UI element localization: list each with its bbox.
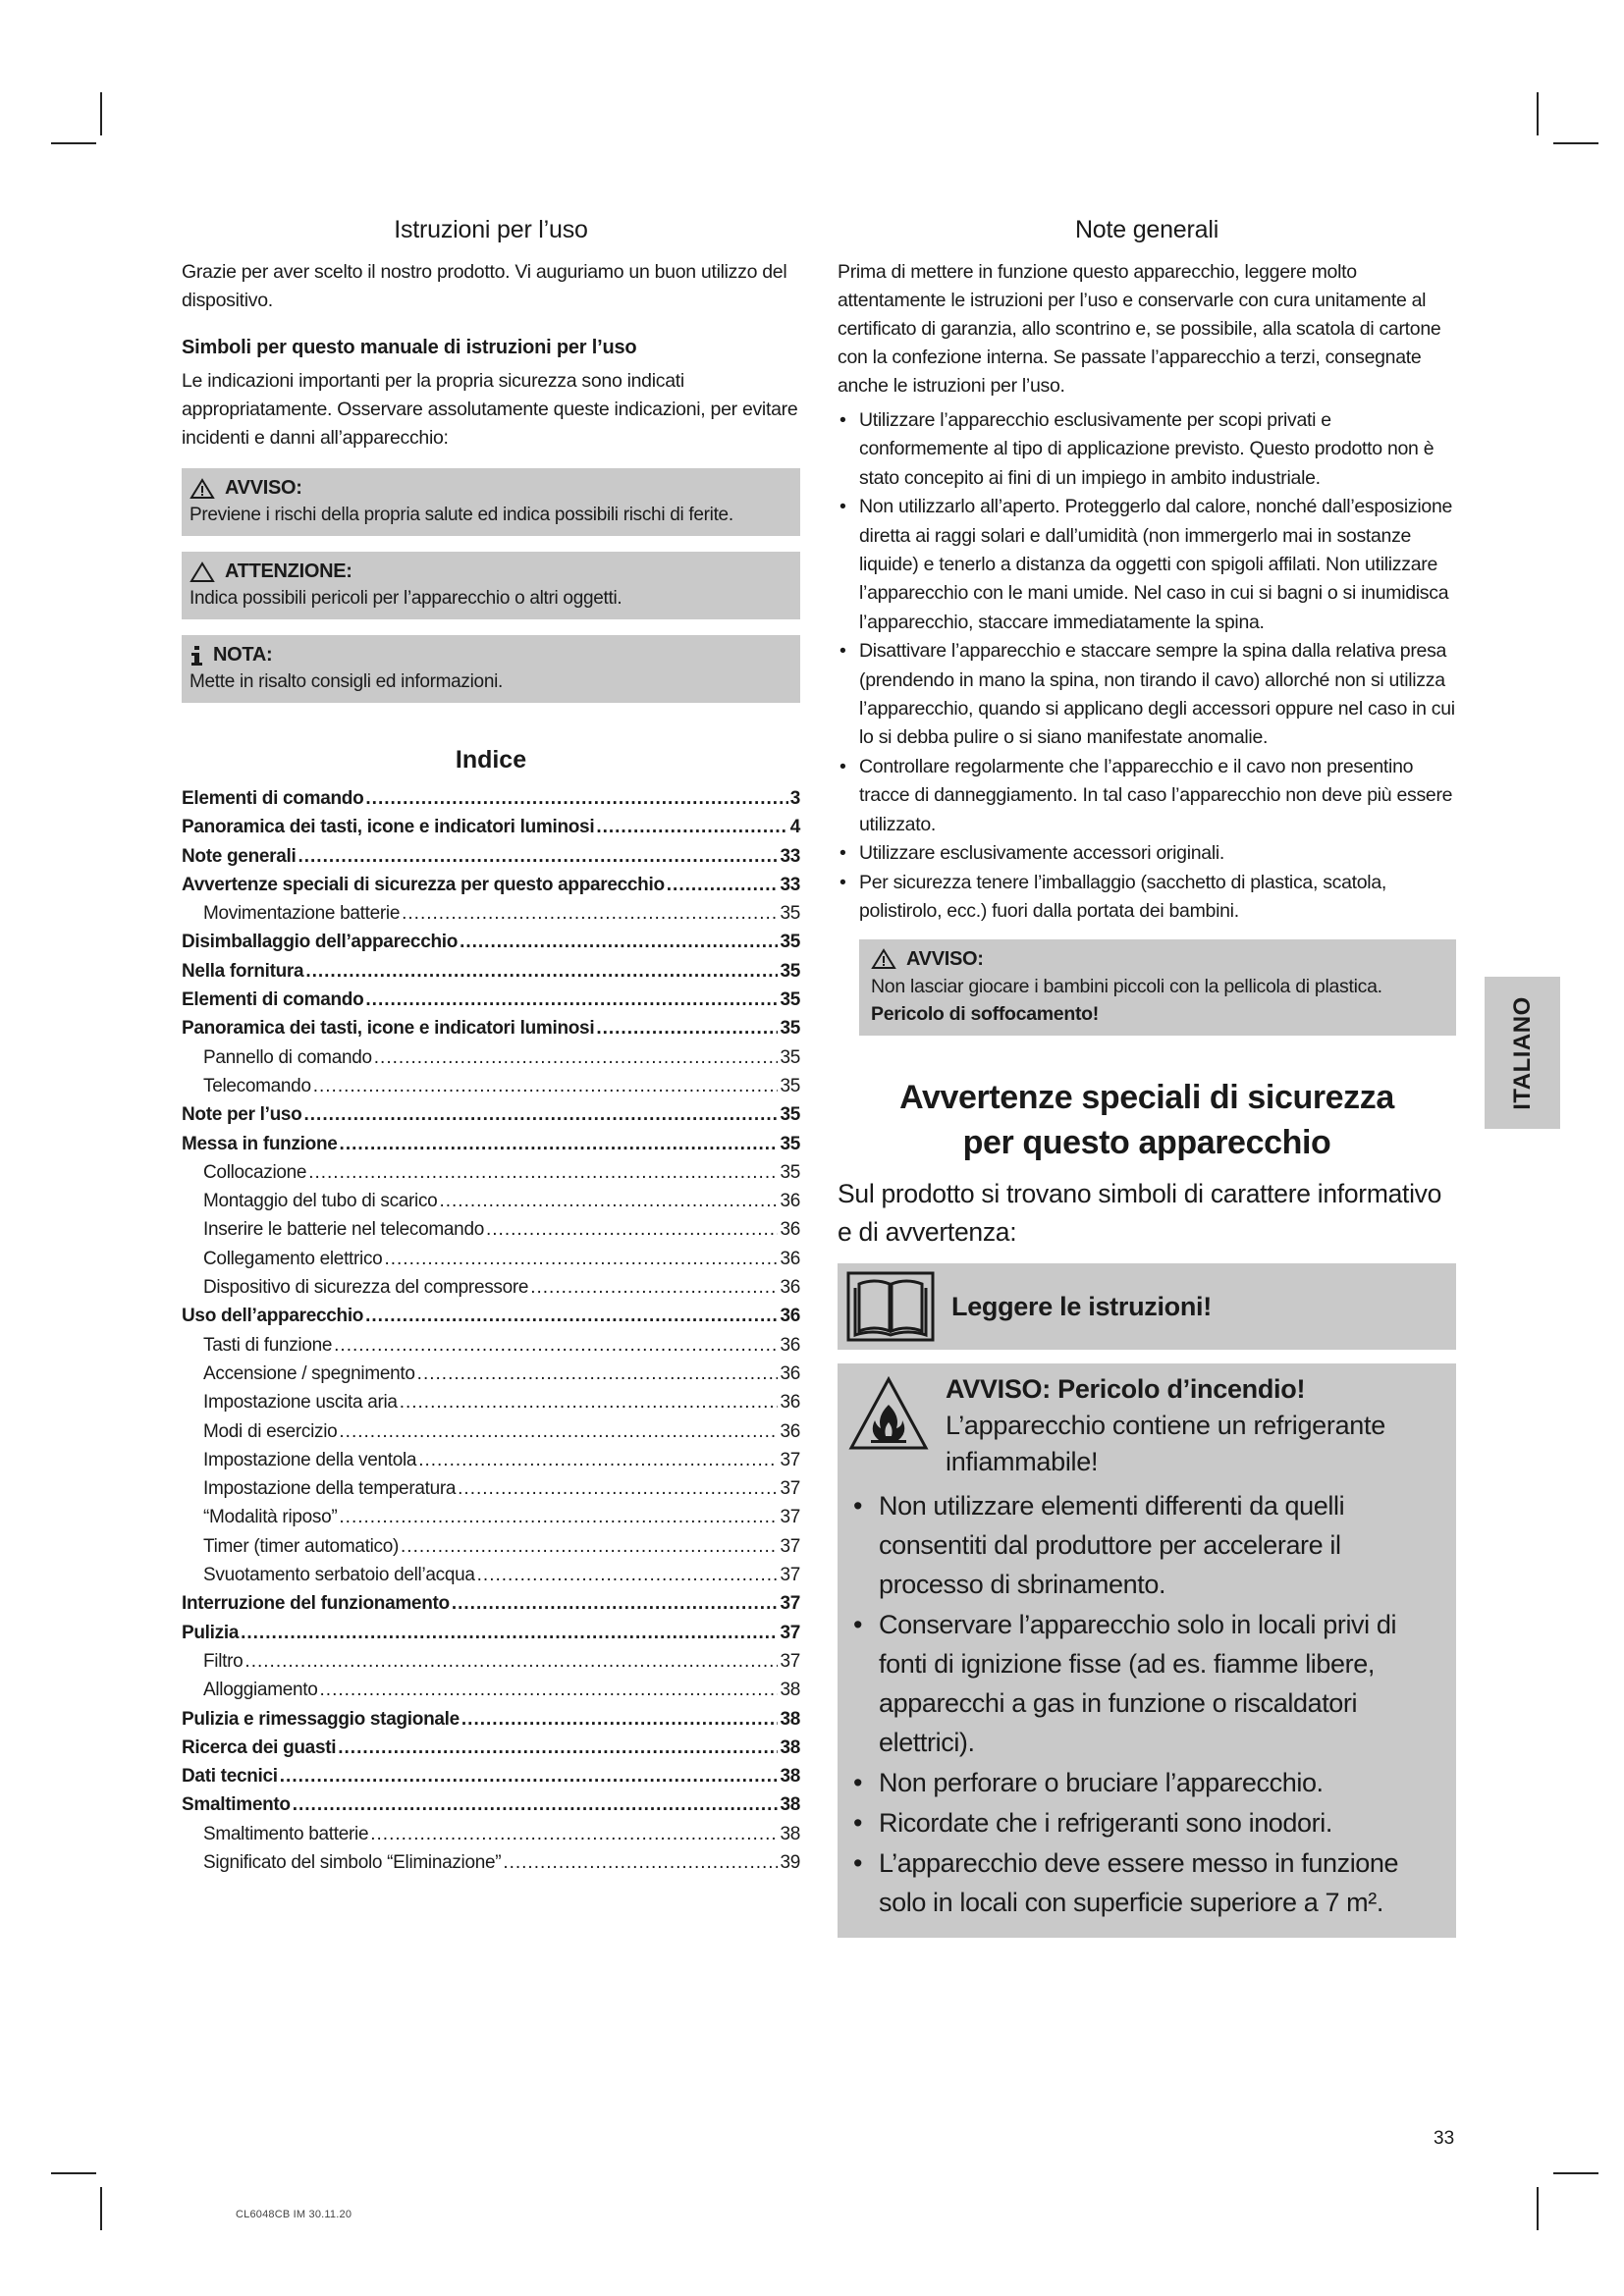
toc-entry — [182, 1130, 800, 1158]
toc-entry-page: 37 — [780, 1593, 800, 1615]
toc-entry-page: 4 — [789, 817, 800, 838]
toc-leader-dots — [374, 1043, 779, 1072]
list-item: • L’apparecchio deve essere messo in funzione solo in locali con superficie superiore a 7 m². — [847, 1843, 1446, 1922]
toc-entry — [182, 871, 800, 899]
toc-leader-dots — [477, 1561, 779, 1589]
toc-entry-label: Nella fornitura — [182, 960, 304, 982]
toc-entry — [182, 1187, 800, 1215]
toc-leader-dots — [596, 1014, 778, 1042]
toc-leader-dots — [503, 1848, 778, 1877]
toc-entry-label: Movimentazione batterie — [203, 903, 401, 925]
toc-leader-dots — [303, 1100, 778, 1129]
toc-entry-label: Uso dell’apparecchio — [182, 1306, 364, 1327]
toc-leader-dots — [339, 1503, 778, 1531]
list-item: • Ricordate che i refrigeranti sono inodori. — [847, 1803, 1446, 1842]
toc-leader-dots — [439, 1187, 778, 1215]
toc-entry-page: 36 — [780, 1362, 800, 1384]
fire-warning-list — [847, 1486, 1446, 1922]
crop-mark — [1553, 2172, 1598, 2174]
toc-entry — [182, 842, 800, 871]
left-column — [182, 216, 800, 1877]
toc-leader-dots — [313, 1072, 779, 1100]
toc-leader-dots — [293, 1790, 779, 1819]
toc-leader-dots — [280, 1762, 779, 1790]
caution-triangle-icon — [189, 561, 215, 583]
toc-leader-dots — [417, 1360, 779, 1388]
toc-leader-dots — [308, 1158, 778, 1187]
toc-leader-dots — [305, 957, 778, 986]
fire-warning-text: L’apparecchio contiene un refrigerante infiammabile! — [946, 1411, 1385, 1477]
toc-entry-label: Pulizia — [182, 1622, 240, 1643]
toc-entry-page: 36 — [780, 1420, 800, 1442]
toc-leader-dots — [402, 899, 778, 928]
toc-entry-label: Tasti di funzione — [203, 1334, 333, 1356]
toc-entry-label: Pannello di comando — [203, 1046, 372, 1068]
toc-entry — [182, 1245, 800, 1273]
toc-leader-dots — [365, 784, 787, 813]
toc-leader-dots — [596, 813, 787, 841]
toc-entry — [182, 1043, 800, 1072]
toc-entry-page: 36 — [780, 1334, 800, 1356]
toc-entry-label: Ricerca dei guasti — [182, 1736, 337, 1758]
table-of-contents — [182, 784, 800, 1877]
toc-entry-page: 35 — [780, 1161, 800, 1183]
page-number: 33 — [1434, 2128, 1455, 2149]
fire-warning-heading: AVVISO: Pericolo d’incendio! — [946, 1374, 1306, 1405]
toc-entry-page: 35 — [780, 1104, 800, 1126]
intro-text: Grazie per aver scelto il nostro prodotto. Vi auguriamo un buon utilizzo del dispositivo. — [182, 261, 787, 311]
toc-leader-dots — [334, 1331, 778, 1360]
toc-entry — [182, 1360, 800, 1388]
toc-leader-dots — [418, 1446, 778, 1474]
toc-title: Indice — [455, 746, 527, 774]
toc-entry-label: “Modalità riposo” — [203, 1507, 338, 1528]
note-text: Mette in risalto consigli ed informazioni. — [189, 671, 503, 692]
toc-entry — [182, 1446, 800, 1474]
list-item: • Controllare regolarmente che l’apparecchio e il cavo non presentino tracce di danneggiamento. In tal caso l’apparecchio non deve più essere utilizzato. — [838, 753, 1456, 839]
toc-entry — [182, 1503, 800, 1531]
list-item: • Utilizzare l’apparecchio esclusivamente per scopi privati e conformemente al tipo di applicazione previsto. Questo prodotto non è stato concepito ai fini di un impiego in ambito industriale. — [838, 406, 1456, 493]
toc-entry — [182, 813, 800, 841]
toc-entry-label: Panoramica dei tasti, icone e indicatori luminosi — [182, 1018, 595, 1040]
flammable-warning-icon — [847, 1375, 930, 1452]
toc-entry — [182, 1619, 800, 1647]
right-column — [838, 216, 1456, 1938]
toc-entry — [182, 1215, 800, 1244]
list-item: • Non utilizzarlo all’aperto. Proteggerlo dal calore, nonché dall’esposizione diretta ai raggi solari e dall’umidità (non immergerlo mai in sostanze liquide) e tenerlo a distanza da oggetti con spigoli affilati. Non utilizzare l’apparecchio con le mani umide. Nel caso in cui si bagni o si inumidisca l’apparecchio, staccare immediatamente la spina. — [838, 493, 1456, 637]
language-tab — [1485, 977, 1560, 1129]
toc-entry — [182, 1734, 800, 1762]
language-tab-label: ITALIANO — [1508, 995, 1536, 1110]
toc-entry-label: Accensione / spegnimento — [203, 1362, 415, 1384]
toc-entry-page: 35 — [780, 1075, 800, 1096]
toc-entry-label: Impostazione della ventola — [203, 1449, 417, 1470]
toc-entry-label: Messa in funzione — [182, 1133, 338, 1154]
toc-leader-dots — [320, 1676, 779, 1704]
section-title-note-generali: Note generali — [1074, 216, 1219, 243]
toc-entry-page: 37 — [780, 1622, 800, 1643]
toc-entry-page: 35 — [780, 1046, 800, 1068]
read-instructions-label: Leggere le istruzioni! — [951, 1291, 1212, 1321]
toc-entry-page: 35 — [780, 932, 800, 953]
toc-entry-label: Significato del simbolo “Eliminazione” — [203, 1851, 502, 1873]
toc-leader-dots — [461, 1705, 779, 1734]
list-item: • Non perforare o bruciare l’apparecchio. — [847, 1763, 1446, 1802]
book-icon — [845, 1270, 936, 1343]
warning-label: AVVISO: — [906, 948, 984, 971]
toc-leader-dots — [241, 1619, 778, 1647]
toc-entry-label: Note generali — [182, 845, 297, 867]
toc-entry-page: 37 — [780, 1449, 800, 1470]
toc-entry-page: 38 — [780, 1680, 800, 1701]
toc-leader-dots — [384, 1245, 778, 1273]
list-item: • Disattivare l’apparecchio e staccare sempre la spina dalla relativa presa (prendendo in mano la spina, non tirando il cavo) allorché non si utilizza l’apparecchio, quando si applicano degli accessori oppure nel caso in cui lo si debba pulire o si siano manifestate anomalie. — [838, 637, 1456, 753]
toc-entry-label: Smaltimento batterie — [203, 1823, 369, 1844]
toc-entry-label: Telecomando — [203, 1075, 311, 1096]
note-nota — [182, 635, 800, 703]
toc-entry-page: 38 — [780, 1708, 800, 1730]
note-label: AVVISO: — [225, 477, 302, 499]
toc-leader-dots — [244, 1647, 778, 1676]
toc-entry — [182, 1647, 800, 1676]
toc-entry-label: Pulizia e rimessaggio stagionale — [182, 1708, 460, 1730]
fire-warning-box — [838, 1363, 1456, 1938]
toc-leader-dots — [530, 1273, 778, 1302]
toc-entry-page: 36 — [780, 1219, 800, 1241]
toc-entry — [182, 928, 800, 956]
symbols-text: Le indicazioni importanti per la propria sicurezza sono indicati appropriatamente. Osservare assolutamente queste indicazioni, per evitare incidenti e danni all’apparecchio: — [182, 370, 798, 449]
note-label: NOTA: — [213, 644, 273, 666]
toc-entry — [182, 1848, 800, 1877]
crop-mark — [1537, 2187, 1539, 2230]
crop-mark — [1553, 142, 1598, 144]
toc-entry-page: 37 — [780, 1565, 800, 1586]
symbols-heading: Simboli per questo manuale di istruzioni per l’uso — [182, 337, 637, 358]
toc-entry — [182, 1302, 800, 1330]
toc-entry-page: 36 — [780, 1248, 800, 1269]
toc-entry-label: Filtro — [203, 1650, 244, 1672]
toc-entry-label: Montaggio del tubo di scarico — [203, 1191, 438, 1212]
toc-entry-page: 33 — [780, 874, 800, 895]
toc-entry-page: 36 — [780, 1191, 800, 1212]
general-intro: Prima di mettere in funzione questo apparecchio, leggere molto attentamente le istruzioni per l’uso e conservarle con cura unitamente al certificato di garanzia, allo scontrino e, se possibile, alla scatola di cartone con la confezione interna. Se passate l’apparecchio a terzi, consegnate anche le istruzioni per l’uso. — [838, 261, 1441, 397]
warning-triangle-icon — [871, 948, 896, 970]
toc-entry — [182, 1532, 800, 1561]
toc-entry — [182, 1417, 800, 1446]
toc-leader-dots — [460, 928, 778, 956]
toc-entry-page: 36 — [780, 1306, 800, 1327]
toc-entry-label: Modi di esercizio — [203, 1420, 338, 1442]
warning-emphasis: Pericolo di soffocamento! — [871, 1003, 1099, 1026]
toc-entry — [182, 1705, 800, 1734]
note-text: Indica possibili pericoli per l’apparecchio o altri oggetti. — [189, 588, 623, 609]
warning-suffocation-box — [859, 939, 1456, 1036]
toc-entry-page: 35 — [780, 903, 800, 925]
toc-entry — [182, 1474, 800, 1503]
toc-entry-page: 39 — [780, 1851, 800, 1873]
toc-entry-label: Elementi di comando — [182, 788, 364, 809]
list-item: • Non utilizzare elementi differenti da quelli consentiti dal produttore per accelerare il processo di sbrinamento. — [847, 1486, 1446, 1604]
crop-mark — [100, 92, 102, 135]
toc-entry-label: Inserire le batterie nel telecomando — [203, 1219, 484, 1241]
toc-entry — [182, 1273, 800, 1302]
toc-entry-page: 38 — [780, 1794, 800, 1816]
toc-entry-page: 33 — [780, 845, 800, 867]
note-attenzione — [182, 552, 800, 619]
toc-leader-dots — [365, 1302, 778, 1330]
note-avviso — [182, 468, 800, 536]
toc-leader-dots — [340, 1130, 779, 1158]
read-instructions-box — [838, 1263, 1456, 1350]
toc-entry-page: 38 — [780, 1766, 800, 1788]
note-text: Previene i rischi della propria salute ed indica possibili rischi di ferite. — [189, 505, 733, 525]
toc-entry-label: Alloggiamento — [203, 1680, 318, 1701]
toc-entry — [182, 1790, 800, 1819]
toc-entry — [182, 1100, 800, 1129]
toc-entry — [182, 957, 800, 986]
toc-entry-page: 35 — [780, 1018, 800, 1040]
toc-entry-label: Impostazione della temperatura — [203, 1478, 457, 1500]
toc-entry-page: 3 — [789, 788, 800, 809]
list-item: • Per sicurezza tenere l’imballaggio (sacchetto di plastica, scatola, polistirolo, ecc.) fuori dalla portata dei bambini. — [838, 869, 1456, 927]
section-title-istruzioni: Istruzioni per l’uso — [394, 216, 588, 243]
warning-text: Non lasciar giocare i bambini piccoli con la pellicola di plastica. — [871, 976, 1382, 998]
toc-entry — [182, 1820, 800, 1848]
toc-entry — [182, 1589, 800, 1618]
toc-leader-dots — [486, 1215, 778, 1244]
toc-entry-page: 35 — [780, 989, 800, 1011]
toc-entry-label: Note per l’uso — [182, 1104, 302, 1126]
toc-entry-label: Svuotamento serbatoio dell’acqua — [203, 1565, 475, 1586]
list-item: • Conservare l’apparecchio solo in locali privi di fonti di ignizione fisse (ad es. fiamme libere, apparecchi a gas in funzione o riscaldatori elettrici). — [847, 1605, 1446, 1762]
info-icon — [189, 645, 203, 667]
toc-entry-label: Impostazione uscita aria — [203, 1392, 398, 1414]
crop-mark — [100, 2187, 102, 2230]
toc-entry-label: Dati tecnici — [182, 1766, 278, 1788]
toc-entry-page: 37 — [780, 1535, 800, 1557]
toc-leader-dots — [667, 871, 779, 899]
toc-entry — [182, 986, 800, 1014]
toc-leader-dots — [401, 1532, 778, 1561]
toc-entry-page: 38 — [780, 1823, 800, 1844]
toc-entry-label: Avvertenze speciali di sicurezza per questo apparecchio — [182, 874, 665, 895]
toc-entry-page: 35 — [780, 1133, 800, 1154]
toc-leader-dots — [400, 1388, 779, 1416]
toc-entry — [182, 1014, 800, 1042]
toc-entry — [182, 1158, 800, 1187]
note-label: ATTENZIONE: — [225, 561, 352, 582]
toc-entry-label: Smaltimento — [182, 1794, 291, 1816]
toc-entry-page: 36 — [780, 1392, 800, 1414]
toc-leader-dots — [298, 842, 778, 871]
toc-entry — [182, 1561, 800, 1589]
crop-mark — [51, 142, 96, 144]
toc-entry-label: Timer (timer automatico) — [203, 1535, 400, 1557]
toc-entry-page: 36 — [780, 1277, 800, 1299]
toc-entry — [182, 1072, 800, 1100]
toc-entry — [182, 1331, 800, 1360]
toc-entry — [182, 1762, 800, 1790]
toc-leader-dots — [370, 1820, 778, 1848]
toc-leader-dots — [365, 986, 778, 1014]
toc-entry — [182, 899, 800, 928]
toc-entry-label: Dispositivo di sicurezza del compressore — [203, 1277, 529, 1299]
toc-entry-page: 37 — [780, 1478, 800, 1500]
footer-code: CL6048CB IM 30.11.20 — [236, 2209, 352, 2220]
toc-entry-label: Interruzione del funzionamento — [182, 1593, 450, 1615]
toc-entry-label: Disimballaggio dell’apparecchio — [182, 932, 459, 953]
toc-entry-label: Panoramica dei tasti, icone e indicatori luminosi — [182, 817, 595, 838]
crop-mark — [1537, 92, 1539, 135]
toc-entry-page: 35 — [780, 960, 800, 982]
warning-triangle-icon — [189, 478, 215, 500]
toc-leader-dots — [339, 1417, 778, 1446]
special-title-line2: per questo apparecchio — [962, 1124, 1331, 1162]
crop-mark — [51, 2172, 96, 2174]
general-notes-list — [838, 406, 1456, 926]
toc-leader-dots — [458, 1474, 778, 1503]
toc-entry-page: 38 — [780, 1736, 800, 1758]
toc-entry-label: Collocazione — [203, 1161, 307, 1183]
toc-entry — [182, 1388, 800, 1416]
toc-leader-dots — [338, 1734, 778, 1762]
toc-entry — [182, 784, 800, 813]
list-item: • Utilizzare esclusivamente accessori originali. — [838, 839, 1456, 868]
toc-entry-label: Collegamento elettrico — [203, 1248, 383, 1269]
toc-entry — [182, 1676, 800, 1704]
special-safety-title — [838, 1075, 1456, 1165]
toc-leader-dots — [452, 1589, 779, 1618]
toc-entry-label: Elementi di comando — [182, 989, 364, 1011]
special-intro: Sul prodotto si trovano simboli di carattere informativo e di avvertenza: — [838, 1179, 1442, 1248]
special-title-line1: Avvertenze speciali di sicurezza — [899, 1079, 1394, 1117]
toc-entry-page: 37 — [780, 1650, 800, 1672]
toc-entry-page: 37 — [780, 1507, 800, 1528]
